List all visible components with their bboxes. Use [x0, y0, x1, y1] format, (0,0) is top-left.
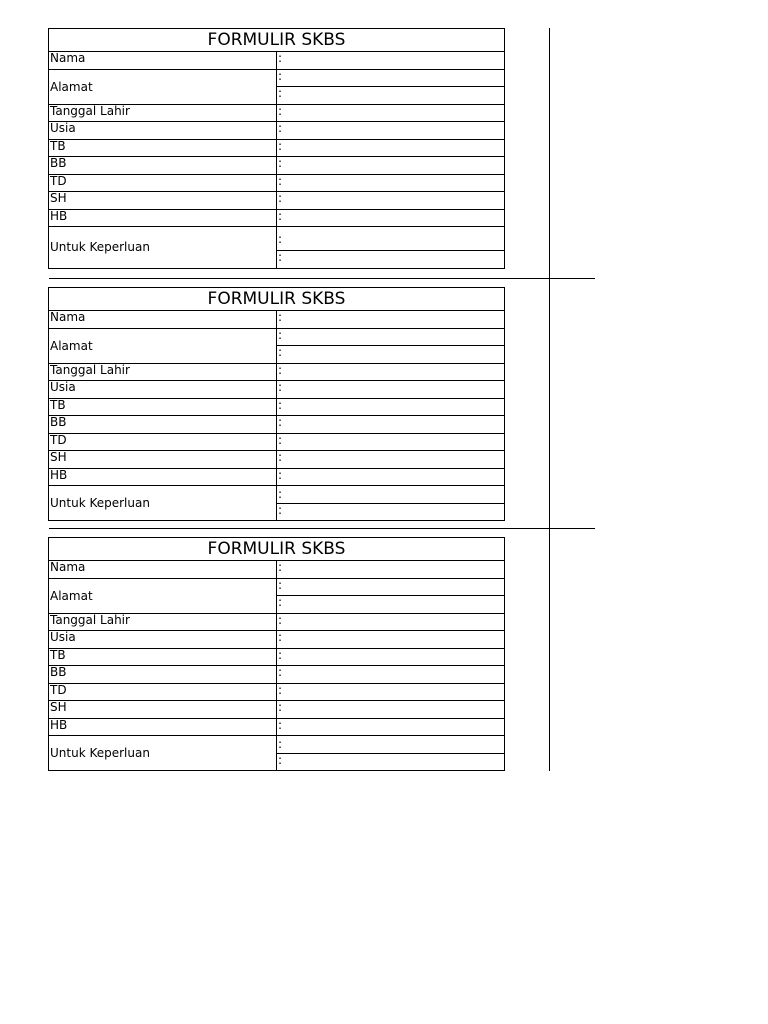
row-tanggal-lahir	[49, 613, 505, 631]
value-alamat-2[interactable]: :	[277, 87, 505, 105]
value-td[interactable]: :	[277, 683, 505, 701]
row-nama	[49, 311, 505, 329]
label-sh: SH	[49, 192, 277, 210]
label-sh: SH	[49, 701, 277, 719]
value-bb[interactable]: :	[277, 666, 505, 684]
value-nama[interactable]: :	[277, 311, 505, 329]
value-alamat-1[interactable]: :	[277, 328, 505, 346]
row-td	[49, 174, 505, 192]
label-nama: Nama	[49, 311, 277, 329]
label-bb: BB	[49, 666, 277, 684]
label-tb: TB	[49, 139, 277, 157]
row-bb	[49, 416, 505, 434]
row-sh	[49, 701, 505, 719]
value-tanggal-lahir[interactable]: :	[277, 363, 505, 381]
row-tb	[49, 139, 505, 157]
row-td	[49, 683, 505, 701]
value-tanggal-lahir[interactable]: :	[277, 104, 505, 122]
label-usia: Usia	[49, 631, 277, 649]
label-alamat: Alamat	[49, 69, 277, 104]
row-hb	[49, 718, 505, 736]
label-hb: HB	[49, 209, 277, 227]
row-tb	[49, 648, 505, 666]
row-hb	[49, 468, 505, 486]
horizontal-cut-line-2	[49, 528, 595, 529]
row-tanggal-lahir	[49, 363, 505, 381]
label-hb: HB	[49, 718, 277, 736]
value-hb[interactable]: :	[277, 468, 505, 486]
value-hb[interactable]: :	[277, 209, 505, 227]
label-tanggal-lahir: Tanggal Lahir	[49, 363, 277, 381]
label-usia: Usia	[49, 381, 277, 399]
row-untuk-keperluan	[49, 736, 505, 754]
label-tb: TB	[49, 398, 277, 416]
value-alamat-2[interactable]: :	[277, 596, 505, 614]
row-tb	[49, 398, 505, 416]
label-hb: HB	[49, 468, 277, 486]
value-sh[interactable]: :	[277, 451, 505, 469]
value-td[interactable]: :	[277, 174, 505, 192]
value-bb[interactable]: :	[277, 157, 505, 175]
form-title: FORMULIR SKBS	[49, 538, 505, 561]
value-tanggal-lahir[interactable]: :	[277, 613, 505, 631]
value-nama[interactable]: :	[277, 561, 505, 579]
row-sh	[49, 451, 505, 469]
row-sh	[49, 192, 505, 210]
value-usia[interactable]: :	[277, 631, 505, 649]
row-usia	[49, 631, 505, 649]
label-untuk-keperluan: Untuk Keperluan	[49, 227, 277, 269]
row-nama	[49, 52, 505, 70]
value-untuk-keperluan-1[interactable]: :	[277, 486, 505, 504]
value-untuk-keperluan-2[interactable]: :	[277, 251, 505, 269]
value-usia[interactable]: :	[277, 122, 505, 140]
label-sh: SH	[49, 451, 277, 469]
label-untuk-keperluan: Untuk Keperluan	[49, 736, 277, 771]
row-alamat	[49, 578, 505, 596]
label-td: TD	[49, 174, 277, 192]
value-untuk-keperluan-1[interactable]: :	[277, 227, 505, 251]
value-untuk-keperluan-1[interactable]: :	[277, 736, 505, 754]
row-bb	[49, 666, 505, 684]
label-tb: TB	[49, 648, 277, 666]
label-tanggal-lahir: Tanggal Lahir	[49, 613, 277, 631]
label-untuk-keperluan: Untuk Keperluan	[49, 486, 277, 521]
value-alamat-2[interactable]: :	[277, 346, 505, 364]
vertical-cut-line	[549, 28, 550, 771]
row-alamat	[49, 69, 505, 87]
value-sh[interactable]: :	[277, 192, 505, 210]
value-sh[interactable]: :	[277, 701, 505, 719]
value-untuk-keperluan-2[interactable]: :	[277, 753, 505, 771]
label-td: TD	[49, 433, 277, 451]
value-alamat-1[interactable]: :	[277, 69, 505, 87]
row-usia	[49, 122, 505, 140]
value-tb[interactable]: :	[277, 139, 505, 157]
row-untuk-keperluan	[49, 486, 505, 504]
value-hb[interactable]: :	[277, 718, 505, 736]
skbs-form-3	[48, 537, 505, 771]
label-alamat: Alamat	[49, 578, 277, 613]
row-usia	[49, 381, 505, 399]
row-nama	[49, 561, 505, 579]
label-tanggal-lahir: Tanggal Lahir	[49, 104, 277, 122]
label-alamat: Alamat	[49, 328, 277, 363]
value-tb[interactable]: :	[277, 648, 505, 666]
label-bb: BB	[49, 157, 277, 175]
row-alamat	[49, 328, 505, 346]
row-bb	[49, 157, 505, 175]
form-title: FORMULIR SKBS	[49, 29, 505, 52]
label-bb: BB	[49, 416, 277, 434]
row-tanggal-lahir	[49, 104, 505, 122]
skbs-form-2	[48, 287, 505, 521]
value-nama[interactable]: :	[277, 52, 505, 70]
value-bb[interactable]: :	[277, 416, 505, 434]
skbs-form-1	[48, 28, 505, 269]
value-tb[interactable]: :	[277, 398, 505, 416]
row-td	[49, 433, 505, 451]
label-nama: Nama	[49, 561, 277, 579]
label-nama: Nama	[49, 52, 277, 70]
value-alamat-1[interactable]: :	[277, 578, 505, 596]
label-usia: Usia	[49, 122, 277, 140]
row-hb	[49, 209, 505, 227]
horizontal-cut-line-1	[49, 278, 595, 279]
value-td[interactable]: :	[277, 433, 505, 451]
label-td: TD	[49, 683, 277, 701]
row-untuk-keperluan	[49, 227, 505, 251]
value-usia[interactable]: :	[277, 381, 505, 399]
form-title: FORMULIR SKBS	[49, 288, 505, 311]
value-untuk-keperluan-2[interactable]: :	[277, 503, 505, 521]
